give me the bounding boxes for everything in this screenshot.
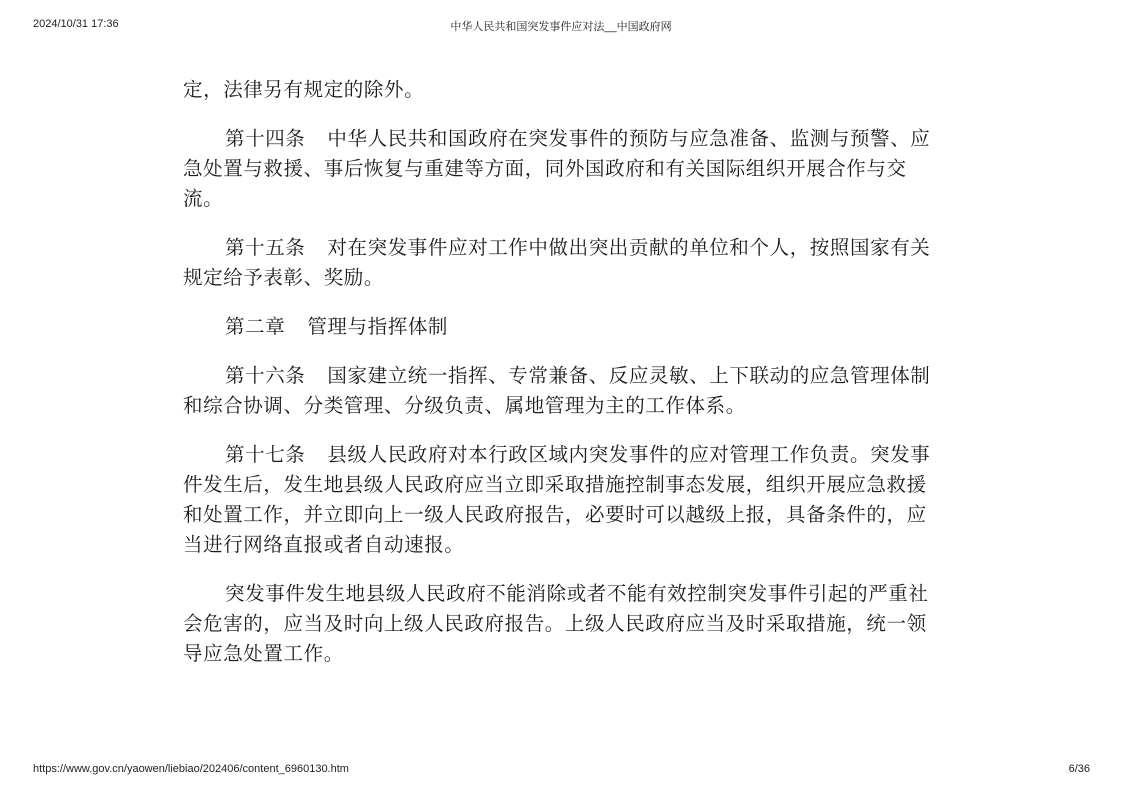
article-16-text: 国家建立统一指挥、专常兼备、反应灵敏、上下联动的应急管理体制和综合协调、分类管理、分级负责、属地管理为主的工作体系。: [183, 364, 931, 417]
print-url: https://www.gov.cn/yaowen/liebiao/202406/content_6960130.htm: [33, 763, 349, 775]
document-body: [183, 75, 945, 688]
chapter-2-label: 第二章: [225, 315, 286, 338]
chapter-2-heading: [183, 312, 945, 342]
paragraph-continuation: 定，法律另有规定的除外。: [183, 78, 425, 101]
article-17-paragraph-2: 突发事件发生地县级人民政府不能消除或者不能有效控制突发事件引起的严重社会危害的，应当及时向上级人民政府报告。上级人民政府应当及时采取措施，统一领导应急处置工作。: [183, 582, 929, 665]
article-14-label: 第十四条: [225, 127, 306, 150]
article-16: [183, 361, 945, 421]
article-14: [183, 124, 945, 214]
article-16-label: 第十六条: [225, 364, 306, 387]
article-14-text: 中华人民共和国政府在突发事件的预防与应急准备、监测与预警、应急处置与救援、事后恢复与重建等方面，同外国政府和有关国际组织开展合作与交流。: [183, 127, 931, 210]
article-15-text: 对在突发事件应对工作中做出突出贡献的单位和个人，按照国家有关规定给予表彰、奖励。: [183, 236, 931, 289]
article-15: [183, 233, 945, 293]
article-15-label: 第十五条: [225, 236, 306, 259]
page-number: 6/36: [1068, 763, 1090, 775]
article-17-text: 县级人民政府对本行政区域内突发事件的应对管理工作负责。突发事件发生后，发生地县级人民政府应当立即采取措施控制事态发展，组织开展应急救援和处置工作，并立即向上一级人民政府报告，必要时可以越级上报，具备条件的，应当进行网络直报或者自动速报。: [183, 443, 931, 556]
chapter-2-title: 管理与指挥体制: [307, 315, 449, 338]
print-page-title: 中华人民共和国突发事件应对法__中国政府网: [450, 21, 672, 33]
print-datetime: 2024/10/31 17:36: [33, 18, 119, 30]
article-17-label: 第十七条: [225, 443, 306, 466]
article-17: [183, 440, 945, 560]
